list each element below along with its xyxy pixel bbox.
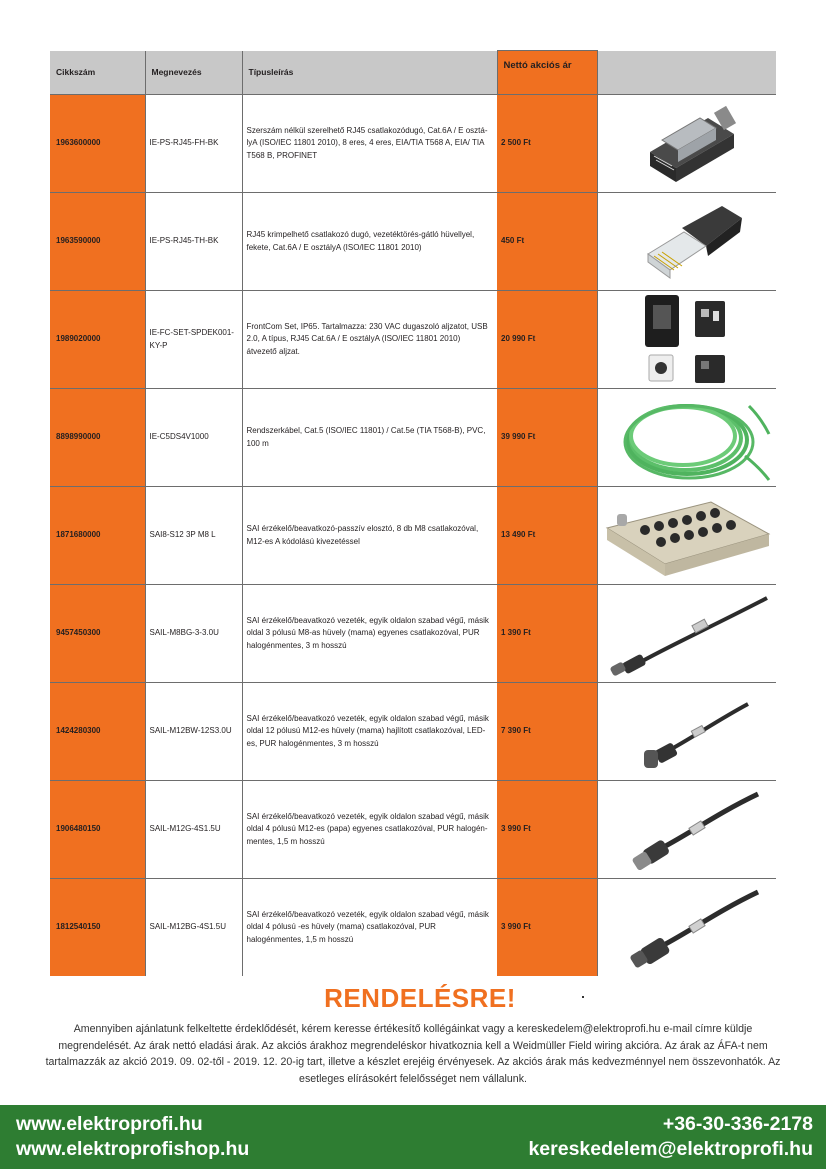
product-description: Rendszerkábel, Cat.5 (ISO/IEC 11801) / Cat.5e (TIA T568-B), PVC, 100 m xyxy=(242,389,497,487)
product-code: 1906480150 xyxy=(50,781,145,879)
product-price: 450 Ft xyxy=(497,193,597,291)
product-price: 3 990 Ft xyxy=(497,879,597,977)
product-code: 1963590000 xyxy=(50,193,145,291)
product-price: 2 500 Ft xyxy=(497,95,597,193)
m12-male-cable-image xyxy=(597,781,776,879)
product-name: IE-C5DS4V1000 xyxy=(145,389,242,487)
product-description: SAI érzékelő/beavatkozó vezeték, egyik oldalon szabad végű, másik oldal 4 pólusú -es hüvely (mama) csatlakozóval, PUR halogénmentes, 1,5 m hosszú xyxy=(242,879,497,977)
rj45-crimp-plug-image xyxy=(597,193,776,291)
product-description: FrontCom Set, IP65. Tartalmazza: 230 VAC dugaszoló aljzatot, USB 2.0, A típus, RJ45 Cat.6A / E osztályA (ISO/IEC 11801 2010) átvezető aljzat. xyxy=(242,291,497,389)
product-price: 13 490 Ft xyxy=(497,487,597,585)
website-link-1[interactable]: www.elektroprofi.hu xyxy=(16,1113,203,1135)
product-name: IE-PS-RJ45-FH-BK xyxy=(145,95,242,193)
table-row xyxy=(50,585,776,683)
email-link[interactable]: kereskedelem@elektroprofi.hu xyxy=(528,1138,813,1160)
product-code: 1989020000 xyxy=(50,291,145,389)
column-header-price: Nettó akciós ár xyxy=(497,51,597,95)
product-code: 8898990000 xyxy=(50,389,145,487)
rj45-fieldplug-image xyxy=(597,95,776,193)
product-name: SAIL-M12BG-4S1.5U xyxy=(145,879,242,977)
phone-number[interactable]: +36-30-336-2178 xyxy=(662,1113,813,1135)
column-header-code: Cikkszám xyxy=(50,51,145,95)
product-code: 1963600000 xyxy=(50,95,145,193)
table-row xyxy=(50,683,776,781)
website-link-2[interactable]: www.elektroprofishop.hu xyxy=(16,1138,250,1160)
product-code: 1812540150 xyxy=(50,879,145,977)
table-row xyxy=(50,193,776,291)
column-header-description: Típusleírás xyxy=(242,51,497,95)
m12-female-cable-image xyxy=(597,879,776,977)
product-code: 9457450300 xyxy=(50,585,145,683)
product-code: 1871680000 xyxy=(50,487,145,585)
product-table xyxy=(50,50,776,976)
product-price: 1 390 Ft xyxy=(497,585,597,683)
product-name: SAI8-S12 3P M8 L xyxy=(145,487,242,585)
column-header-image xyxy=(597,51,776,95)
product-name: SAIL-M12BW-12S3.0U xyxy=(145,683,242,781)
table-row xyxy=(50,95,776,193)
product-code: 1424280300 xyxy=(50,683,145,781)
sensor-distributor-image xyxy=(597,487,776,585)
product-description: Szerszám nélkül szerelhető RJ45 csatlakozódugó, Cat.6A / E osztá-lyA (ISO/IEC 11801 2010), 8 eres, 4 eres, EIA/TIA T568 A, EIA/ TIA T568 B, PROFINET xyxy=(242,95,497,193)
frontcom-set-image xyxy=(597,291,776,389)
product-description: SAI érzékelő/beavatkozó-passzív elosztó, 8 db M8 csatlakozóval, M12-es A kódolású kivezetéssel xyxy=(242,487,497,585)
product-description: SAI érzékelő/beavatkozó vezeték, egyik oldalon szabad végű, másik oldal 12 pólusú M12-es hüvely (mama) hajlított csatlakozóval, LED-es, PUR halogénmentes, 3 m hosszú xyxy=(242,683,497,781)
table-row xyxy=(50,879,776,977)
product-description: RJ45 krimpelhető csatlakozó dugó, vezetéktörés-gátló hüvellyel, fekete, Cat.6A / E osztályA (ISO/IEC 11801 2010) xyxy=(242,193,497,291)
table-row xyxy=(50,781,776,879)
product-name: IE-FC-SET-SPDEK001-KY-P xyxy=(145,291,242,389)
product-price: 20 990 Ft xyxy=(497,291,597,389)
product-price: 3 990 Ft xyxy=(497,781,597,879)
table-header-row xyxy=(50,51,776,95)
product-name: SAIL-M12G-4S1.5U xyxy=(145,781,242,879)
product-price: 7 390 Ft xyxy=(497,683,597,781)
stray-dot xyxy=(582,996,584,998)
product-name: SAIL-M8BG-3-3.0U xyxy=(145,585,242,683)
product-description: SAI érzékelő/beavatkozó vezeték, egyik oldalon szabad végű, másik oldal 3 pólusú M8-as hüvely (mama) egyenes csatlakozóval, PUR halogénmentes, 3 m hosszú xyxy=(242,585,497,683)
m12-angled-cable-image xyxy=(597,683,776,781)
footer-bar xyxy=(0,1105,826,1169)
product-description: SAI érzékelő/beavatkozó vezeték, egyik oldalon szabad végű, másik oldal 4 pólusú M12-es (papa) egyenes csatlakozóval, PUR halogén-mentes, 1,5 m hosszú xyxy=(242,781,497,879)
column-header-name: Megnevezés xyxy=(145,51,242,95)
product-price: 39 990 Ft xyxy=(497,389,597,487)
m8-cable-image xyxy=(597,585,776,683)
table-row xyxy=(50,291,776,389)
table-row xyxy=(50,487,776,585)
green-cable-coil-image xyxy=(597,389,776,487)
disclaimer-text: Amennyiben ajánlatunk felkeltette érdeklődését, kérem keresse értékesítő kollégáinkat vagy a kereskedelem@elektroprofi.hu e-mail címre küldje megrendelését. Az árak nettó eladási árak. Az akciós árakhoz megrendeléskor hivatkoznia kell a Weidmüller Field wiring akcióra. Az árak az ÁFA-t nem tartalmazzák az akció 2019. 09. 02-től - 2019. 12. 20-ig tart, illetve a készlet erejéig érvényesek. Az akciós árak más kedvezménnyel nem összevonhatók. Az esetleges elírásokért felelősséget nem vállalunk. xyxy=(45,1023,781,1085)
table-row xyxy=(50,389,776,487)
product-name: IE-PS-RJ45-TH-BK xyxy=(145,193,242,291)
promo-heading: RENDELÉSRE! xyxy=(324,983,516,1013)
